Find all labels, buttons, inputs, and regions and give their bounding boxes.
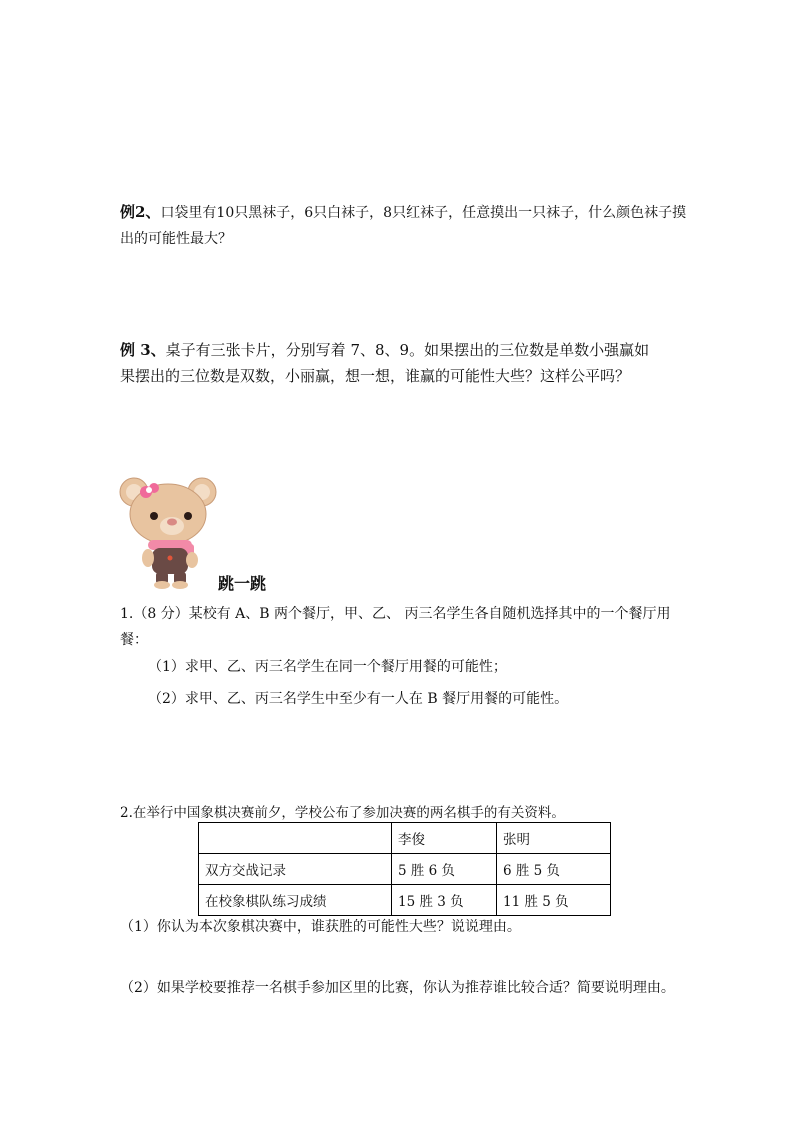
table-cell: 6 胜 5 负 xyxy=(497,854,611,885)
table-cell: 李俊 xyxy=(392,823,497,854)
table-cell xyxy=(199,823,392,854)
example-3-line2: 果摆出的三位数是双数，小丽赢，想一想，谁赢的可能性大些？这样公平吗？ xyxy=(120,367,631,385)
example-2-line2: 出的可能性最大？ xyxy=(120,231,232,247)
question-1-sub2: （2）求甲、乙、丙三名学生中至少有一人在 B 餐厅用餐的可能性。 xyxy=(148,691,569,707)
example-3-line1: 例 3、桌子有三张卡片，分别写着 7、8、9。如果摆出的三位数是单数小强赢如 xyxy=(120,341,650,359)
table-cell: 11 胜 5 负 xyxy=(497,885,611,916)
table-row xyxy=(199,885,611,916)
table-cell: 15 胜 3 负 xyxy=(392,885,497,916)
example-3-label: 例 3、 xyxy=(120,341,166,359)
question-1-sub1: （1）求甲、乙、丙三名学生在同一个餐厅用餐的可能性； xyxy=(148,659,507,675)
table-row xyxy=(199,823,611,854)
example-3 xyxy=(120,337,700,389)
question-1-line2: 餐： xyxy=(120,632,148,648)
table-cell: 在校象棋队练习成绩 xyxy=(199,885,392,916)
question-1-line1: 1.（8 分）某校有 A、B 两个餐厅，甲、乙、 丙三名学生各自随机选择其中的一个餐厅用 xyxy=(120,606,671,622)
table-cell: 5 胜 6 负 xyxy=(392,854,497,885)
record-table xyxy=(198,822,611,916)
question-2-intro: 2.在举行中国象棋决赛前夕，学校公布了参加决赛的两名棋手的有关资料。 xyxy=(120,805,565,821)
bear-mascot-icon xyxy=(116,474,220,590)
example-2-line1: 例2、口袋里有10只黑袜子，6只白袜子，8只红袜子，任意摸出一只袜子，什么颜色袜子摸 xyxy=(120,203,687,221)
table-cell: 双方交战记录 xyxy=(199,854,392,885)
section-title: 跳一跳 xyxy=(218,574,267,593)
example-2 xyxy=(120,199,700,252)
question-2-sub2: （2）如果学校要推荐一名棋手参加区里的比赛，你认为推荐谁比较合适？简要说明理由。 xyxy=(120,980,675,996)
example-2-label: 例2、 xyxy=(120,203,161,221)
table-cell: 张明 xyxy=(497,823,611,854)
question-2-sub1: （1）你认为本次象棋决赛中，谁获胜的可能性大些？说说理由。 xyxy=(120,919,521,935)
question-1 xyxy=(120,601,700,653)
table-row xyxy=(199,854,611,885)
